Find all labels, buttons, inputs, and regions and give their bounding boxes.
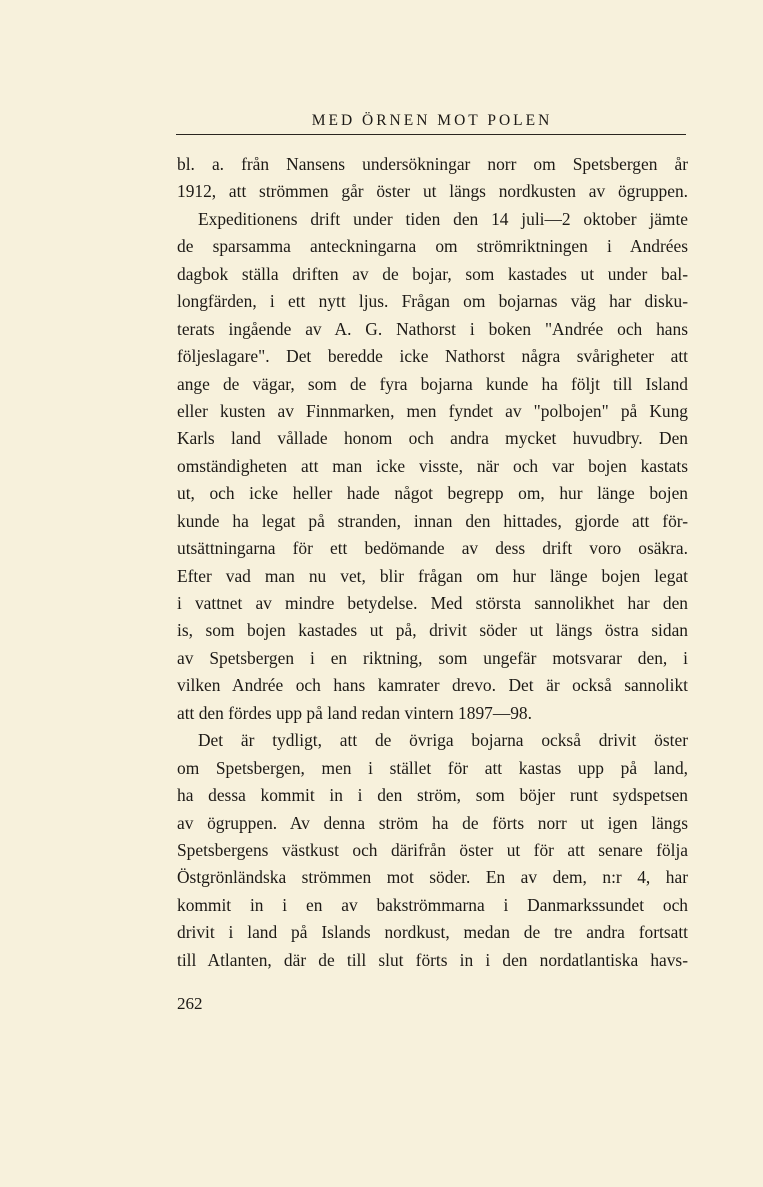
- body-text: [177, 151, 688, 974]
- text-line: is, som bojen kastades ut på, drivit söder ut längs östra sidan: [177, 620, 688, 641]
- text-line: Efter vad man nu vet, blir frågan om hur länge bojen legat: [177, 565, 688, 586]
- text-line: terats ingående av A. G. Nathorst i boken "Andrée och hans: [177, 318, 688, 339]
- text-line: följeslagare". Det beredde icke Nathorst några svårigheter att: [177, 346, 688, 367]
- text-line: till Atlanten, där de till slut förts in i den nordatlantiska havs-: [177, 949, 688, 970]
- text-line: Östgrönländska strömmen mot söder. En av dem, n:r 4, har: [177, 867, 688, 888]
- text-line: kunde ha legat på stranden, innan den hittades, gjorde att för-: [177, 510, 688, 531]
- text-line: bl. a. från Nansens undersökningar norr om Spetsbergen år: [177, 154, 688, 174]
- text-line: kommit in i en av bakströmmarna i Danmarkssundet och: [177, 894, 688, 915]
- text-line: dagbok ställa driften av de bojar, som kastades ut under bal-: [177, 263, 688, 284]
- text-line: Det är tydligt, att de övriga bojarna också drivit öster: [198, 730, 688, 751]
- header-rule: [176, 134, 686, 135]
- text-line: ut, och icke heller hade något begrepp om, hur länge bojen: [177, 483, 688, 504]
- text-line: vilken Andrée och hans kamrater drevo. Det är också sannolikt: [177, 675, 688, 696]
- text-line: 1912, att strömmen går öster ut längs nordkusten av ögruppen.: [177, 181, 688, 202]
- text-line: ha dessa kommit in i den ström, som böjer runt sydspetsen: [177, 785, 688, 806]
- text-line: utsättningarna för ett bedömande av dess drift voro osäkra.: [177, 538, 688, 559]
- text-line: Karls land vållade honom och andra mycket huvudbry. Den: [177, 428, 688, 449]
- text-line: Expeditionens drift under tiden den 14 juli—2 oktober jämte: [198, 208, 688, 229]
- text-line: longfärden, i ett nytt ljus. Frågan om bojarnas väg har disku-: [177, 291, 688, 312]
- text-line: eller kusten av Finnmarken, men fyndet av "polbojen" på Kung: [177, 400, 688, 421]
- page-number: 262: [177, 994, 203, 1013]
- text-line: ange de vägar, som de fyra bojarna kunde ha följt till Island: [177, 373, 688, 394]
- text-line: omständigheten att man icke visste, när och var bojen kastats: [177, 455, 688, 476]
- running-head: MED ÖRNEN MOT POLEN: [311, 112, 553, 129]
- text-line: i vattnet av mindre betydelse. Med största sannolikhet har den: [177, 593, 688, 613]
- text-line: av ögruppen. Av denna ström ha de förts norr ut igen längs: [177, 812, 688, 833]
- text-line: av Spetsbergen i en riktning, som ungefär motsvarar den, i: [177, 647, 688, 668]
- text-line: drivit i land på Islands nordkust, medan de tre andra fortsatt: [177, 922, 688, 943]
- text-line: om Spetsbergen, men i stället för att kastas upp på land,: [177, 757, 688, 778]
- text-line: Spetsbergens västkust och därifrån öster ut för att senare följa: [177, 839, 688, 860]
- text-line: de sparsamma anteckningarna om strömriktningen i Andrées: [177, 236, 688, 257]
- text-line: att den fördes upp på land redan vintern 1897—98.: [177, 702, 532, 723]
